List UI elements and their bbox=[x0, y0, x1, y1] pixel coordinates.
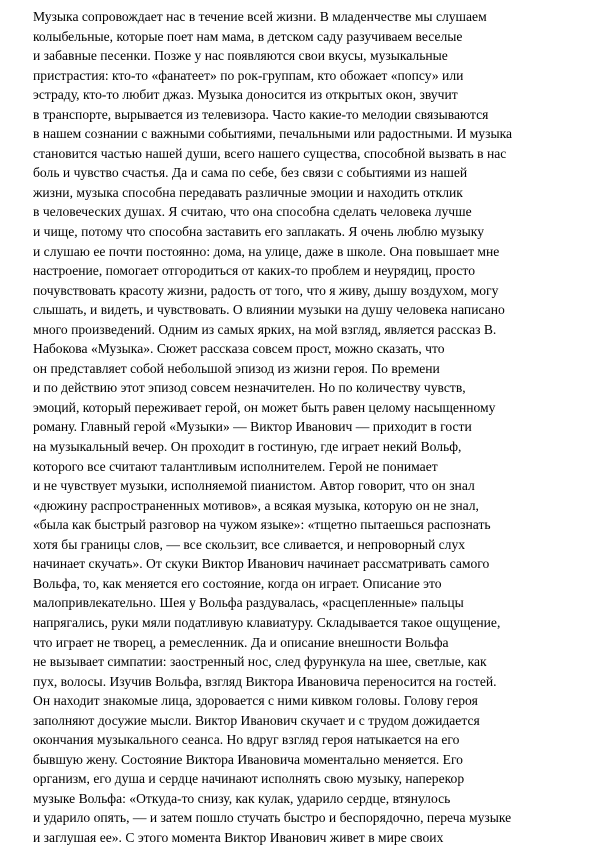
text-line: боль и чувство счастья. Да и сама по себе, без связи с событиями из нашей bbox=[33, 165, 468, 181]
text-line: окончания музыкального сеанса. Но вдруг взгляд героя натыкается на его bbox=[33, 732, 460, 748]
text-line: заполняют досужие мысли. Виктор Иванович скучает и с трудом дожидается bbox=[33, 712, 480, 728]
text-line: и по действию этот эпизод совсем незначителен. Но по количеству чувств, bbox=[33, 380, 466, 396]
text-line: музыке Вольфа: «Откуда-то снизу, как кулак, ударило сердце, втянулось bbox=[33, 790, 451, 806]
text-line: начинает скучать». От скуки Виктор Иванович начинает рассматривать самого bbox=[33, 556, 490, 572]
text-line: и слушаю ее почти постоянно: дома, на улице, даже в школе. Она повышает мне bbox=[33, 243, 500, 259]
text-line: что играет не творец, а ремесленник. Да и описание внешности Вольфа bbox=[33, 634, 449, 650]
text-line: хотя бы границы слов, — все скользит, все сливается, и непроворный слух bbox=[33, 536, 466, 552]
text-line: эстраду, кто-то любит джаз. Музыка доносится из открытых окон, звучит bbox=[33, 87, 458, 103]
text-line: организм, его душа и сердце начинают исполнять свою музыку, наперекор bbox=[33, 771, 465, 787]
text-line: колыбельные, которые поет нам мама, в детском саду разучиваем веселые bbox=[33, 28, 463, 44]
text-line: он представляет собой небольшой эпизод из жизни героя. По времени bbox=[33, 360, 440, 376]
text-line: настроение, помогает отгородиться от каких-то проблем и неурядиц, просто bbox=[33, 263, 475, 279]
text-line: эмоций, который переживает герой, он может быть равен целому насыщенному bbox=[33, 399, 496, 415]
text-line: которого все считают талантливым исполнителем. Герой не понимает bbox=[33, 458, 438, 474]
text-line: в транспорте, вырывается из телевизора. Часто какие-то мелодии связываются bbox=[33, 106, 489, 122]
text-line: Музыка сопровождает нас в течение всей жизни. В младенчестве мы слушаем bbox=[33, 9, 487, 24]
text-line: и чище, потому что способна заставить его заплакать. Я очень люблю музыку bbox=[33, 224, 484, 240]
text-line: напрягались, руки мяли податливую клавиатуру. Складывается такое ощущение, bbox=[33, 614, 501, 630]
text-line: не вызывает симпатии: заостренный нос, след фурункула на шее, светлые, как bbox=[33, 654, 487, 670]
text-line: слышать, и видеть, и чувствовать. О влиянии музыки на душу человека написано bbox=[33, 302, 505, 318]
text-line: и заглушая ее». С этого момента Виктор Иванович живет в мире своих bbox=[33, 829, 444, 845]
text-line: и забавные песенки. Позже у нас появляются свои вкусы, музыкальные bbox=[33, 48, 448, 64]
essay-text bbox=[33, 7, 573, 848]
text-line: становится частью нашей души, всего нашего существа, способной вызвать в нас bbox=[33, 145, 507, 161]
text-line: малопривлекательно. Шея у Вольфа раздувалась, «расцепленные» пальцы bbox=[33, 595, 464, 611]
text-line: в нашем сознании с важными событиями, печальными или радостными. И музыка bbox=[33, 126, 513, 142]
text-line: и не чувствует музыки, исполняемой пианистом. Автор говорит, что он знал bbox=[33, 478, 475, 494]
text-line: бывшую жену. Состояние Виктора Ивановича моментально меняется. Его bbox=[33, 751, 463, 767]
text-line: и ударило опять, — и затем пошло стучать быстро и беспорядочно, перечa музыке bbox=[33, 810, 512, 826]
text-line: пух, волосы. Изучив Вольфа, взгляд Виктора Ивановича переносится на гостей. bbox=[33, 673, 497, 689]
text-line: Вольфа, то, как меняется его состояние, когда он играет. Описание это bbox=[33, 575, 442, 591]
text-line: в человеческих душах. Я считаю, что она способна сделать человека лучше bbox=[33, 204, 472, 220]
text-line: Он находит знакомые лица, здоровается с ними кивком головы. Голову героя bbox=[33, 693, 478, 709]
text-line: много произведений. Одним из самых ярких, на мой взгляд, является рассказ В. bbox=[33, 321, 497, 337]
text-line: почувствовать красоту жизни, радость от того, что я живу, дышу воздухом, могу bbox=[33, 282, 499, 298]
text-line: пристрастия: кто-то «фанатеет» по рок-группам, кто обожает «попсу» или bbox=[33, 67, 464, 83]
text-line: жизни, музыка способна передавать различные эмоции и находить отклик bbox=[33, 184, 463, 200]
text-line: Набокова «Музыка». Сюжет рассказа совсем прост, можно сказать, что bbox=[33, 341, 445, 357]
text-line: роману. Главный герой «Музыки» — Виктор Иванович — приходит в гости bbox=[33, 419, 472, 435]
text-line: «была как быстрый разговор на чужом языке»: «тщетно пытаешься распознать bbox=[33, 517, 491, 533]
text-line: на музыкальный вечер. Он проходит в гостиную, где играет некий Вольф, bbox=[33, 439, 462, 455]
text-line: «дюжину распространенных мотивов», а всякая музыка, которую он не знал, bbox=[33, 497, 479, 513]
